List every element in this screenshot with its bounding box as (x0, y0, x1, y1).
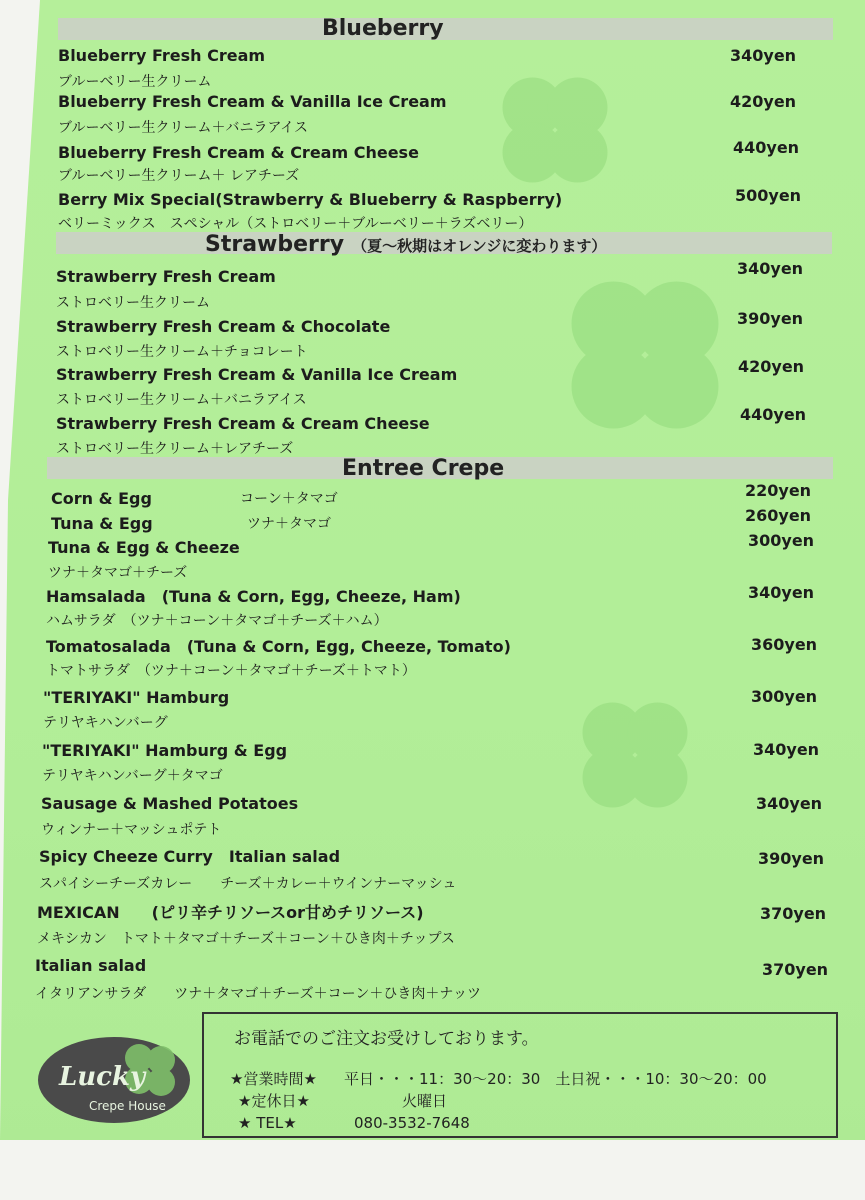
menu-item-japanese: トマトサラダ （ツナ＋コーン＋タマゴ＋チーズ＋トマト） (46, 663, 416, 679)
menu-item-name: Strawberry Fresh Cream & Vanilla Ice Cream (56, 365, 458, 384)
menu-item-japanese: スパイシーチーズカレー チーズ＋カレー＋ウインナーマッシュ (39, 876, 457, 892)
menu-item-price: 300yen (751, 687, 818, 706)
menu-item-name: Strawberry Fresh Cream & Cream Cheese (56, 414, 430, 433)
menu-item-price: 440yen (733, 138, 800, 157)
menu-item-price: 340yen (748, 583, 815, 602)
menu-item-price: 370yen (762, 960, 829, 979)
menu-item-japanese: ツナ＋タマゴ＋チーズ (48, 565, 188, 581)
menu-item-name: Spicy Cheeze Curry Italian salad (39, 847, 341, 866)
clover-watermark-icon (560, 680, 710, 830)
menu-item-japanese: ブルーベリー生クリーム＋バニラアイス (58, 120, 309, 136)
section-band-blueberry (58, 18, 833, 40)
menu-item-japanese: ブルーベリー生クリーム＋ レアチーズ (58, 168, 300, 184)
menu-item-price: 390yen (737, 309, 804, 328)
menu-item-japanese: ストロベリー生クリーム＋バニラアイス (56, 392, 307, 408)
menu-item-japanese: ストロベリー生クリーム＋チョコレート (56, 344, 308, 360)
menu-item-price: 440yen (740, 405, 807, 424)
logo-sub: Crepe House (89, 1099, 166, 1113)
section-title-strawberry (205, 234, 606, 257)
menu-item-japanese: コーン＋タマゴ (240, 491, 338, 507)
menu-item-name: Italian salad (35, 956, 147, 975)
menu-item-price: 370yen (760, 904, 827, 923)
menu-item-name: "TERIYAKI" Hamburg (43, 688, 230, 707)
section-title-blueberry: Blueberry (322, 16, 444, 41)
clover-watermark-icon (540, 250, 750, 460)
order-info-lead: お電話でのご注文お受けしております。 (234, 1029, 539, 1049)
section-note: （夏～秋期はオレンジに変わります） (352, 237, 607, 255)
menu-item-japanese: テリヤキハンバーグ (43, 715, 168, 731)
menu-item-japanese: ウィンナー＋マッシュポテト (41, 822, 222, 838)
menu-item-price: 500yen (735, 186, 802, 205)
menu-item-name: Tuna & Egg & Cheeze (48, 538, 240, 557)
menu-item-name: Berry Mix Special(Strawberry & Blueberry & Raspberry) (58, 190, 563, 209)
logo-word: Lucky (59, 1062, 146, 1092)
menu-item-name: Tomatosalada (Tuna & Corn, Egg, Cheeze, Tomato) (46, 637, 511, 656)
menu-item-price: 340yen (753, 740, 820, 759)
menu-item-name: Strawberry Fresh Cream (56, 267, 276, 286)
menu-item-price: 340yen (730, 46, 797, 65)
section-title-text: Strawberry (205, 232, 345, 257)
menu-item-japanese: テリヤキハンバーグ＋タマゴ (42, 768, 223, 784)
menu-item-price: 390yen (758, 849, 825, 868)
menu-item-name: Blueberry Fresh Cream (58, 46, 266, 65)
menu-item-japanese: ベリーミックス スペシャル（ストロベリー＋ブルーベリー＋ラズベリー） (58, 216, 533, 232)
menu-item-name: Blueberry Fresh Cream & Vanilla Ice Cream (58, 92, 447, 111)
lucky-crepe-house-logo (37, 1030, 192, 1125)
menu-item-japanese: ブルーベリー生クリーム (58, 74, 212, 90)
menu-item-price: 360yen (751, 635, 818, 654)
hours-label: ★営業時間★ (230, 1070, 317, 1088)
order-info-box (202, 1012, 838, 1138)
menu-item-japanese: メキシカン トマト＋タマゴ＋チーズ＋コーン＋ひき肉＋チップス (37, 931, 455, 947)
menu-item-japanese: イタリアンサラダ ツナ＋タマゴ＋チーズ＋コーン＋ひき肉＋ナッツ (35, 986, 482, 1002)
menu-item-price: 340yen (737, 259, 804, 278)
menu-item-name: Corn & Egg (51, 489, 152, 508)
menu-item-price: 220yen (745, 481, 812, 500)
menu-item-name: Hamsalada (Tuna & Corn, Egg, Cheeze, Ham) (46, 587, 461, 606)
menu-item-price: 420yen (738, 357, 805, 376)
menu-item-price: 340yen (756, 794, 823, 813)
section-title-entree: Entree Crepe (342, 456, 505, 481)
menu-item-name: Strawberry Fresh Cream & Chocolate (56, 317, 391, 336)
menu-item-name: MEXICAN (ピリ辛チリソースor甘めチリソース) (37, 903, 424, 922)
menu-item-name: Sausage & Mashed Potatoes (41, 794, 299, 813)
menu-item-price: 300yen (748, 531, 815, 550)
menu-item-name: Tuna & Egg (51, 514, 153, 533)
closed-value: 火曜日 (402, 1092, 448, 1110)
clover-watermark-icon (480, 55, 630, 205)
menu-item-name: Blueberry Fresh Cream & Cream Cheese (58, 143, 419, 162)
menu-item-japanese: ハムサラダ （ツナ＋コーン＋タマゴ＋チーズ＋ハム） (46, 613, 388, 629)
hours-value: 平日・・・11：30～20：30 土日祝・・・10：30～20：00 (344, 1070, 767, 1088)
menu-item-price: 260yen (745, 506, 812, 525)
closed-label: ★定休日★ (238, 1092, 310, 1110)
menu-item-name: "TERIYAKI" Hamburg & Egg (42, 741, 288, 760)
tel-label: ★ TEL★ (238, 1114, 297, 1132)
menu-item-japanese: ストロベリー生クリーム＋レアチーズ (56, 441, 294, 457)
menu-item-japanese: ストロベリー生クリーム (56, 295, 210, 311)
tel-value: 080-3532-7648 (354, 1114, 470, 1132)
menu-item-japanese: ツナ＋タマゴ (247, 516, 331, 532)
menu-item-price: 420yen (730, 92, 797, 111)
